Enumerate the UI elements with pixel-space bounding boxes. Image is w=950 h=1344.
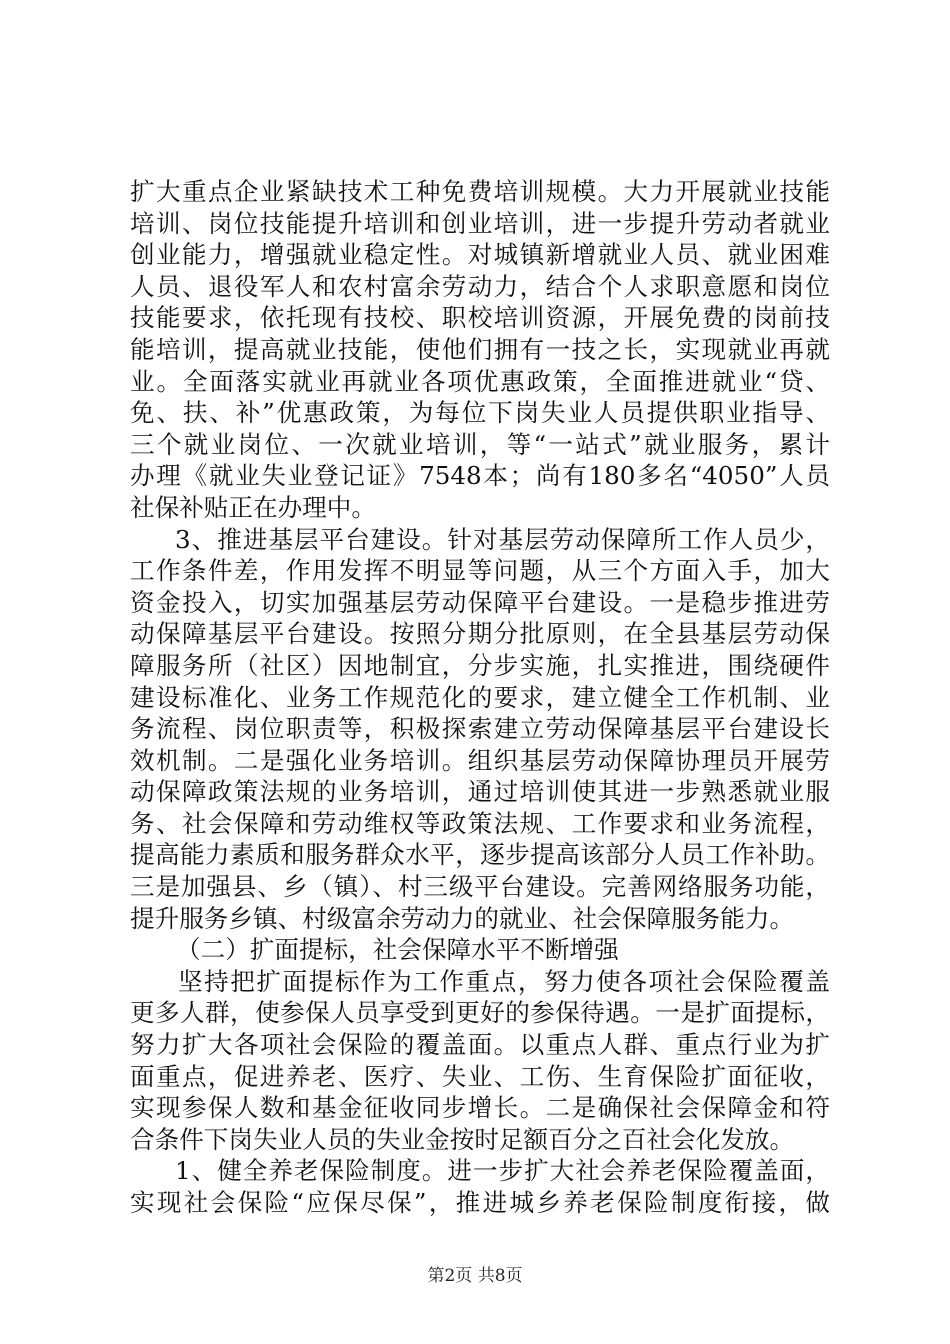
page-footer: 第2页 共8页 xyxy=(427,1266,523,1286)
text-line: 动保障政策法规的业务培训，通过培训使其进一步熟悉就业服 xyxy=(130,777,830,807)
text-line: 面重点，促进养老、医疗、失业、工伤、生育保险扩面征收， xyxy=(130,1061,830,1091)
text-line: 资金投入，切实加强基层劳动保障平台建设。一是稳步推进劳 xyxy=(130,587,830,617)
paragraph-start-line: 1、健全养老保险制度。进一步扩大社会养老保险覆盖面， xyxy=(175,1156,830,1186)
text-line: 办理《就业失业登记证》7548本；尚有180多名“4050”人员 xyxy=(130,461,830,491)
text-line: 技能要求，依托现有技校、职校培训资源，开展免费的岗前技 xyxy=(130,303,830,333)
body-text xyxy=(130,176,830,1219)
text-line: 实现参保人数和基金征收同步增长。二是确保社会保障金和符 xyxy=(130,1093,830,1123)
text-line: 创业能力，增强就业稳定性。对城镇新增就业人员、就业困难 xyxy=(130,240,830,270)
text-line: 障服务所（社区）因地制宜，分步实施，扎实推进，围绕硬件 xyxy=(130,650,830,680)
text-line: 能培训，提高就业技能，使他们拥有一技之长，实现就业再就 xyxy=(130,334,830,364)
text-line: 三个就业岗位、一次就业培训，等“一站式”就业服务，累计 xyxy=(130,429,830,459)
text-line: 效机制。二是强化业务培训。组织基层劳动保障协理员开展劳 xyxy=(130,745,830,775)
text-line: 务、社会保障和劳动维权等政策法规、工作要求和业务流程， xyxy=(130,808,830,838)
text-line: 扩大重点企业紧缺技术工种免费培训规模。大力开展就业技能 xyxy=(130,177,830,206)
text-line: 人员、退役军人和农村富余劳动力，结合个人求职意愿和岗位 xyxy=(130,271,830,301)
text-line: 提升服务乡镇、村级富余劳动力的就业、社会保障服务能力。 xyxy=(130,903,795,933)
text-line: 合条件下岗失业人员的失业金按时足额百分之百社会化发放。 xyxy=(130,1124,795,1154)
text-line: 社保补贴正在办理中。 xyxy=(130,492,376,522)
text-line: 务流程、岗位职责等，积极探索建立劳动保障基层平台建设长 xyxy=(130,714,830,744)
text-line: 培训、岗位技能提升培训和创业培训，进一步提升劳动者就业 xyxy=(130,208,830,238)
text-line: 更多人群，使参保人员享受到更好的参保待遇。一是扩面提标， xyxy=(130,998,830,1028)
paragraph-start-line: 3、推进基层平台建设。针对基层劳动保障所工作人员少， xyxy=(175,524,830,554)
text-line: 免、扶、补”优惠政策，为每位下岗失业人员提供职业指导、 xyxy=(130,398,830,428)
text-line: 建设标准化、业务工作规范化的要求，建立健全工作机制、业 xyxy=(130,682,830,712)
text-line: 努力扩大各项社会保险的覆盖面。以重点人群、重点行业为扩 xyxy=(130,1030,830,1060)
text-line: 实现社会保险“应保尽保”，推进城乡养老保险制度衔接，做 xyxy=(130,1188,830,1217)
text-line: 提高能力素质和服务群众水平，逐步提高该部分人员工作补助。 xyxy=(130,840,830,870)
paragraph-start-line: 坚持把扩面提标作为工作重点，努力使各项社会保险覆盖 xyxy=(178,966,830,996)
text-line: 动保障基层平台建设。按照分期分批原则，在全县基层劳动保 xyxy=(130,619,830,649)
text-line: 业。全面落实就业再就业各项优惠政策，全面推进就业“贷、 xyxy=(130,366,830,396)
section-heading: （二）扩面提标，社会保障水平不断增强 xyxy=(176,935,619,965)
text-line: 工作条件差，作用发挥不明显等问题，从三个方面入手，加大 xyxy=(130,556,830,586)
text-line: 三是加强县、乡（镇）、村三级平台建设。完善网络服务功能， xyxy=(130,872,830,902)
